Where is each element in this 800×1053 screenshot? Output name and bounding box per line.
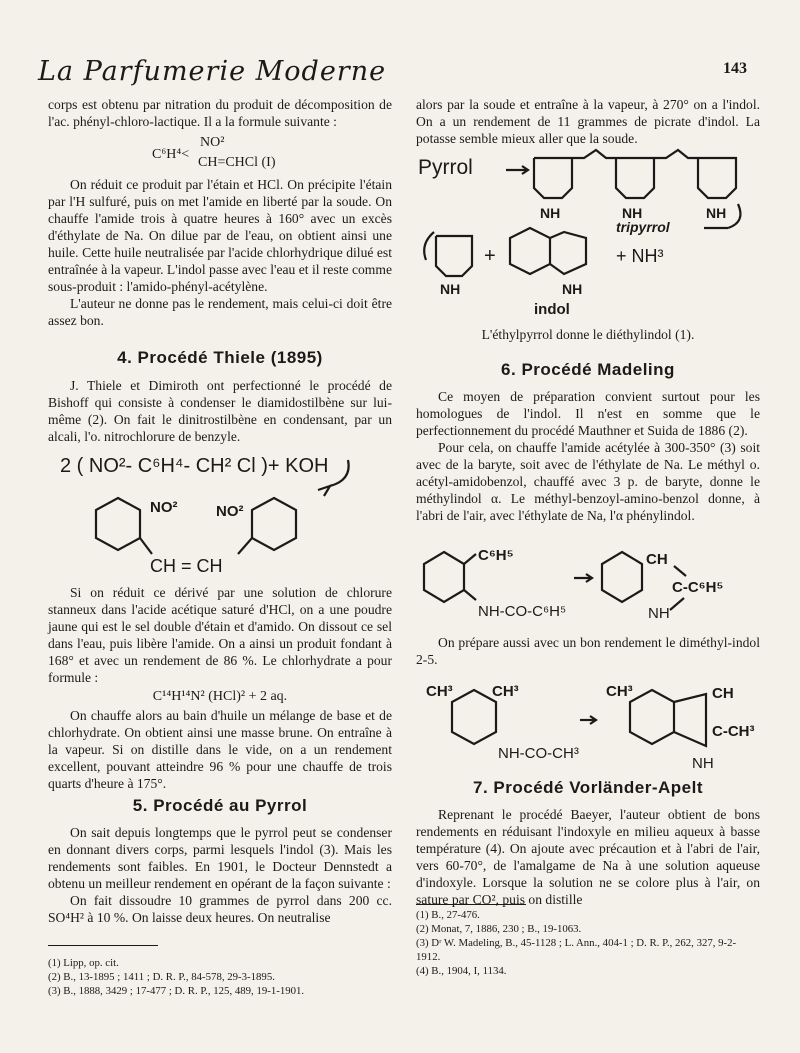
- right-line: L'éthylpyrrol donne le diéthylindol (1).: [481, 327, 695, 342]
- plus-nh3: + NH³: [616, 246, 664, 266]
- bond: [238, 538, 252, 554]
- indol-benzene-ring: [510, 228, 550, 274]
- bond: [140, 538, 152, 554]
- indol-pyrrole-ring: [550, 232, 586, 274]
- c6h5-label: C⁶H⁵: [478, 547, 514, 564]
- paragraph: On chauffe alors au bain d'huile un mélange de base et de chlorhydrate. On obtient ainsi une masse brune. On entraîne à la vapeur. Si on distille dans le vide, on a un rendement excellent, pouvant atteindre 96 % pour une chauffe de trois quarts d'heure à 175°.: [48, 708, 392, 791]
- right-column: [416, 96, 760, 147]
- section-heading-4: 4. Procédé Thiele (1895): [117, 348, 323, 367]
- curved-arrow: [424, 232, 434, 260]
- left-column: [48, 96, 392, 329]
- formula-nitro: [48, 134, 392, 174]
- benzene-ring-left: [96, 498, 140, 550]
- section-heading-6: 6. Procédé Madeling: [501, 360, 675, 379]
- benzene-ring-right: [252, 498, 296, 550]
- paragraph: L'auteur ne donne pas le rendement, mais celui-ci doit être assez bon.: [48, 296, 392, 328]
- paragraph: On réduit ce produit par l'étain et HCl. On précipite l'étain par l'H sulfuré, puis on met l'amide en liberté par la soude. On chauffe l'amide trois à quatre heures à 160° avec un excès d'éthylate de Na. On dilue par de l'eau, on obtient ainsi une huile. Cette huile neutralisée par l'acide chlorhydrique dilué est entraînée à la vapeur. L'indol passe avec l'eau et il reste comme sous-produit : l'amido-phényl-acétylène.: [48, 177, 392, 294]
- c-c6h5-label: C-C⁶H⁵: [672, 579, 724, 596]
- nh-5: NH: [562, 281, 583, 297]
- pyrrol-ring-3: [698, 158, 736, 198]
- paragraph: Pour cela, on chauffe l'amide acétylée à 300-350° (3) soit avec de la baryte, soit avec de l'éthylate de Na. Le méthyl o. acétyl-amidobenzol, chauffé avec 3 p. de baryte, donne le méthylindol α. Le méthyl-benzoyl-amino-benzol donne, à l'abri de l'air, avec l'éthylate de Na, l'α phénylindol.: [416, 440, 760, 523]
- thiele-equation: 2 ( NO²- C⁶H⁴- CH² Cl )+ KOH: [60, 455, 329, 477]
- ch3-c: CH³: [606, 683, 633, 700]
- ch3-b: CH³: [492, 683, 519, 700]
- paragraph: On sait depuis longtemps que le pyrrol peut se condenser en donnant divers corps, parmi lesquels l'indol (3). Mais les rendements sont faibles. En 1901, le Docteur Dennstedt a obtenu un meilleur rendement en opérant de la façon suivante :: [48, 825, 392, 891]
- left-column-3: [48, 584, 392, 792]
- bond: [464, 554, 476, 564]
- footnote: (3) Dʳ W. Madeling, B., 45-1128 ; L. Ann., 404-1 ; D. R. P., 262, 327, 9-2-1912.: [416, 937, 737, 963]
- arrow-head: [318, 486, 330, 496]
- paragraph: On fait dissoudre 10 grammes de pyrrol dans 200 cc. SO⁴H² à 10 %. On laisse deux heures. On neutralise: [48, 893, 392, 925]
- right-column-2: [416, 388, 760, 524]
- paragraph: J. Thiele et Dimiroth ont perfectionné le procédé de Bishoff qui consiste à condenser le diamidostilbène sur lui-même (2). On fait le dinitrostilbène en condensant, par un alcali, l'o. nitrochlorure de benzyle.: [48, 378, 392, 444]
- formula-chlorhydrate: C¹⁴H¹⁴N² (HCl)² + 2 aq.: [152, 689, 288, 704]
- tripyrrol-label: tripyrrol: [616, 219, 670, 235]
- formula-bottom: CH=CHCl (I): [198, 155, 276, 170]
- nh-1: NH: [540, 205, 561, 221]
- journal-title: La Parfumerie Moderne: [38, 56, 387, 87]
- curved-arrow: [728, 204, 740, 228]
- madeling-scheme: [416, 540, 760, 626]
- formula-top: NO²: [200, 135, 225, 150]
- footnote: (2) Monat, 7, 1886, 230 ; B., 19-1063.: [416, 923, 582, 935]
- nhco-label: NH-CO-C⁶H⁵: [478, 603, 567, 620]
- pyrrol-scheme: [416, 148, 760, 318]
- link: [654, 150, 698, 158]
- bond: [464, 590, 476, 600]
- nhcoch3-label: NH-CO-CH³: [498, 745, 579, 762]
- paragraph: On prépare aussi avec un bon rendement le diméthyl-indol 2-5.: [416, 635, 760, 667]
- formula-prefix: C⁶H⁴<: [152, 147, 190, 162]
- left-footnotes: [48, 956, 392, 998]
- nh-2: NH: [622, 205, 643, 221]
- footnote-divider: [48, 945, 158, 946]
- dimethylindol-scheme: [416, 676, 760, 776]
- ch-ch-bridge: CH = CH: [150, 556, 223, 576]
- benzene-ring-right: [630, 690, 674, 744]
- indol-label: indol: [534, 301, 570, 318]
- footnote: (1) B., 27-476.: [416, 909, 480, 921]
- ch3-a: CH³: [426, 683, 453, 700]
- footnote: (4) B., 1904, I, 1134.: [416, 965, 507, 977]
- ch-label: CH: [712, 685, 734, 702]
- link: [572, 150, 616, 158]
- paragraph: corps est obtenu par nitration du produit de décomposition de l'ac. phényl-chloro-lactique. Il a la formule suivante :: [48, 97, 392, 129]
- thiele-scheme: [48, 446, 392, 576]
- paragraph: Si on réduit ce dérivé par une solution de chlorure stanneux dans l'acide acétique saturé d'HCl, on a une poudre jaune qui est le sel double d'étain et d'amido. On dissout ce sel dans l'eau, puis libère l'amide. On a ainsi un produit fondant à 168° et avec un rendement de 86 %. Le chlorhydrate a pour formule :: [48, 585, 392, 685]
- curved-arrow: [330, 460, 349, 486]
- right-column-4: [416, 806, 760, 908]
- right-column-3: [416, 634, 760, 668]
- plus-sign: +: [484, 245, 496, 267]
- benzene-ring-left: [424, 552, 464, 602]
- pyrrol-ring-1: [534, 158, 572, 198]
- pyrrol-label: Pyrrol: [418, 156, 473, 179]
- bond: [670, 598, 684, 610]
- nh-4: NH: [440, 281, 461, 297]
- nh-label: NH: [692, 755, 714, 772]
- left-column-4: [48, 824, 392, 926]
- no2-right: NO²: [216, 503, 244, 520]
- nh-3: NH: [706, 205, 727, 221]
- bond: [674, 566, 686, 576]
- pyrrol-ring-2: [616, 158, 654, 198]
- nh-label: NH: [648, 605, 670, 622]
- footnote: (3) B., 1888, 3429 ; 17-477 ; D. R. P., 125, 489, 19-1-1901.: [48, 985, 305, 997]
- page-number: 143: [723, 60, 747, 77]
- pyrrol-ring-4: [436, 236, 472, 276]
- benzene-ring-left: [452, 690, 496, 744]
- right-footnotes: [416, 908, 760, 978]
- left-column-2: [48, 377, 392, 445]
- paragraph: Reprenant le procédé Baeyer, l'auteur obtient de bons rendements en réduisant l'indoxyle en milieu aqueux à basse température (4). On ajoute avec précaution et à l'abri de l'air, vers 60-70°, de l'amalgame de Na à une solution aqueuse d'indoxyle. Lorsque la solution ne se colore plus à l'air, on sature par CO², puis on distille: [416, 807, 760, 907]
- footnote: (2) B., 13-1895 ; 1411 ; D. R. P., 84-578, 29-3-1895.: [48, 971, 275, 983]
- benzene-ring-right: [602, 552, 642, 602]
- paragraph: alors par la soude et entraîne à la vapeur, à 270° on a l'indol. On a un rendement de 11 grammes de picrate d'indol. La potasse semble mieux aller que la soude.: [416, 97, 760, 146]
- paragraph: Ce moyen de préparation convient surtout pour les homologues de l'indol. Il n'est en somme que le perfectionnement du procédé Mauthner et Suida de 1886 (2).: [416, 389, 760, 438]
- section-heading-7: 7. Procédé Vorländer-Apelt: [473, 778, 703, 797]
- footnote-divider: [416, 904, 526, 905]
- no2-left: NO²: [150, 499, 178, 516]
- section-heading-5: 5. Procédé au Pyrrol: [132, 796, 308, 815]
- footnote: (1) Lipp, op. cit.: [48, 957, 119, 969]
- ch-label: CH: [646, 551, 668, 568]
- c-ch3-label: C-CH³: [712, 723, 755, 740]
- pyrrole-ring: [674, 694, 706, 746]
